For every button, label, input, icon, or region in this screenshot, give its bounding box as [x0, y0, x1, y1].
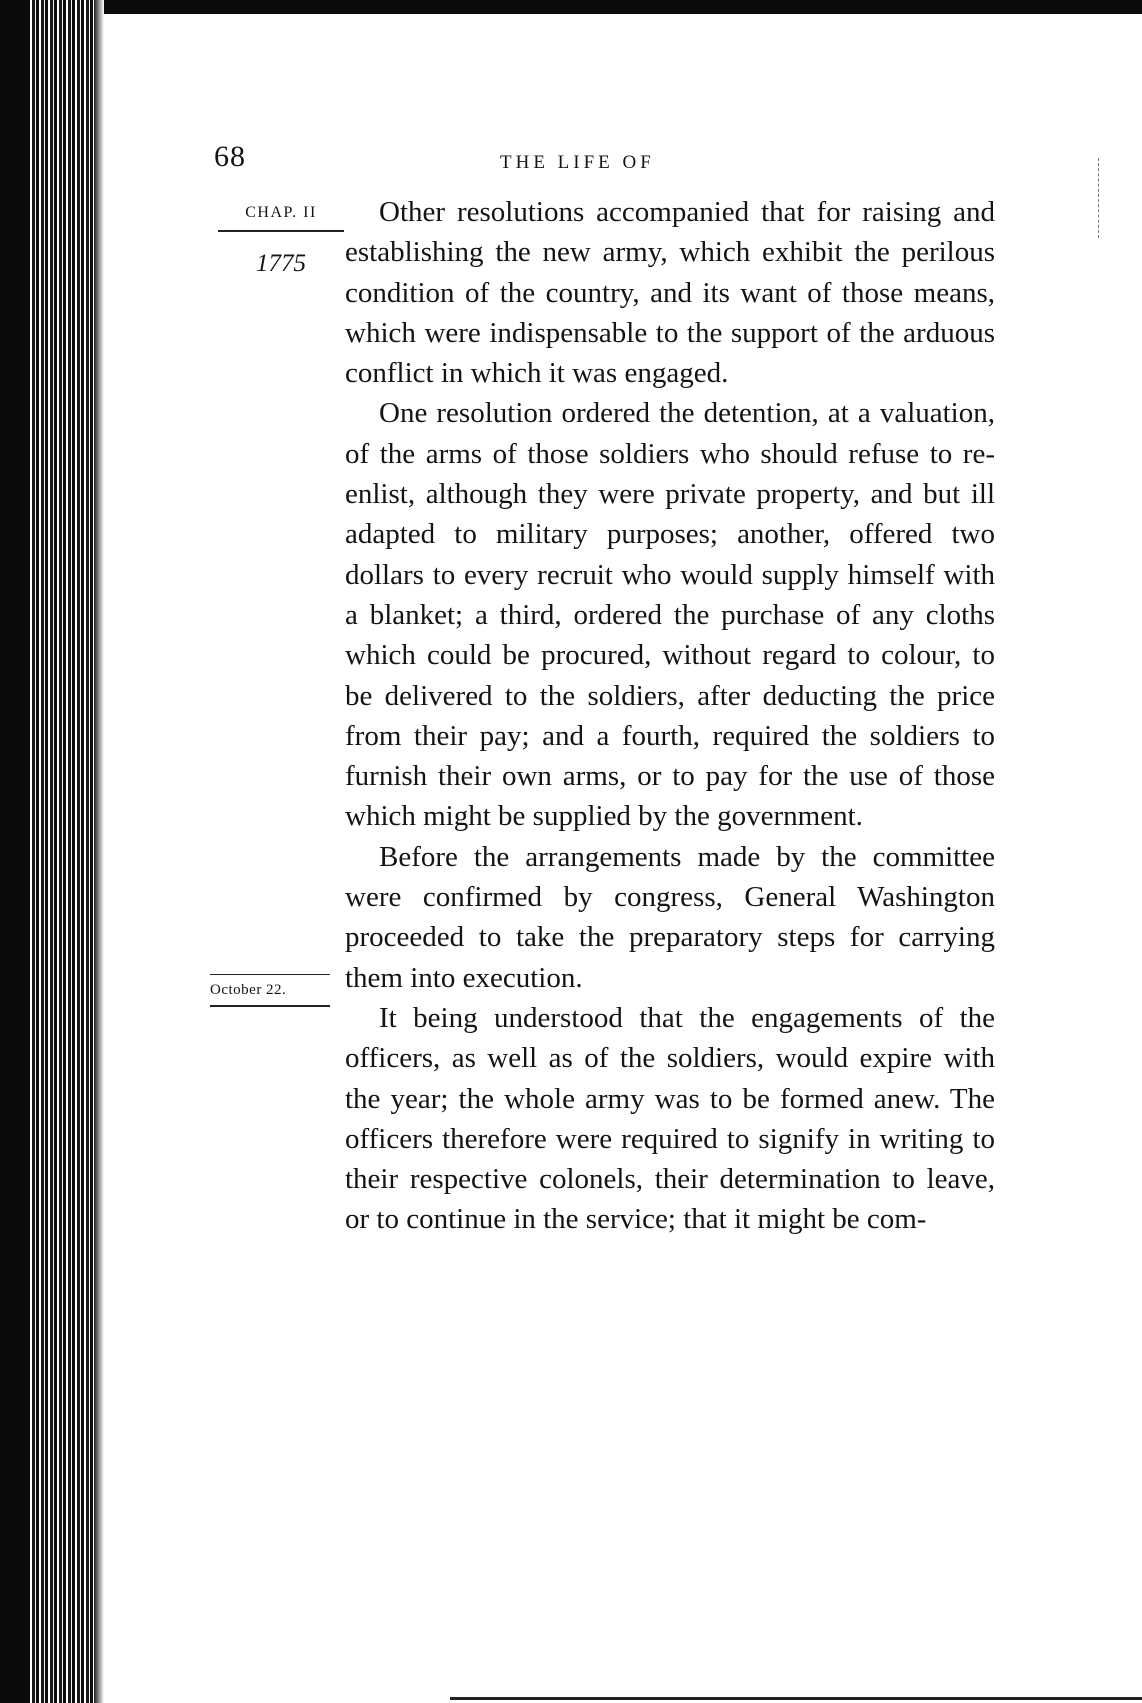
page-number: 68: [214, 140, 246, 173]
running-head: THE LIFE OF: [500, 152, 655, 173]
scan-mark: [1098, 158, 1101, 238]
scan-top-shadow: [0, 0, 1142, 14]
book-page-edges: [0, 0, 104, 1703]
paragraph-1: Other resolutions accompanied that for raising and establishing the new army, which exhibit the perilous condition of the country, and its want of those means, which were indispensable to the support of the arduous conflict in which it was engaged.: [345, 196, 995, 390]
margin-year-label: 1775: [256, 250, 306, 277]
scan-bottom-edge: [450, 1697, 1142, 1700]
margin-chapter-label: CHAP. II: [218, 204, 344, 232]
paragraph-4: It being understood that the engagements of the officers, as well as of the soldiers, would expire with the year; the whole army was to be formed anew. The officers therefore were required to signify in writing to their respective colonels, their determination to leave, or to continue in the service; that it might be com-: [345, 1001, 995, 1236]
body-text: [345, 192, 995, 1240]
paragraph-2: One resolution ordered the detention, at a valuation, of the arms of those soldiers who should refuse to re-enlist, although they were private property, and but ill adapted to military purposes; another, offered two dollars to every recruit who would supply himself with a blanket; a third, ordered the purchase of any cloths which could be procured, without regard to colour, to be delivered to the soldiers, after deducting the price from their pay; and a fourth, required the soldiers to furnish their own arms, or to pay for the use of those which might be supplied by the government.: [345, 397, 995, 833]
margin-date-note: October 22.: [210, 974, 330, 1007]
paragraph-3: Before the arrangements made by the committee were confirmed by congress, General Washington proceeded to take the preparatory steps for carrying them into execution.: [345, 840, 995, 994]
